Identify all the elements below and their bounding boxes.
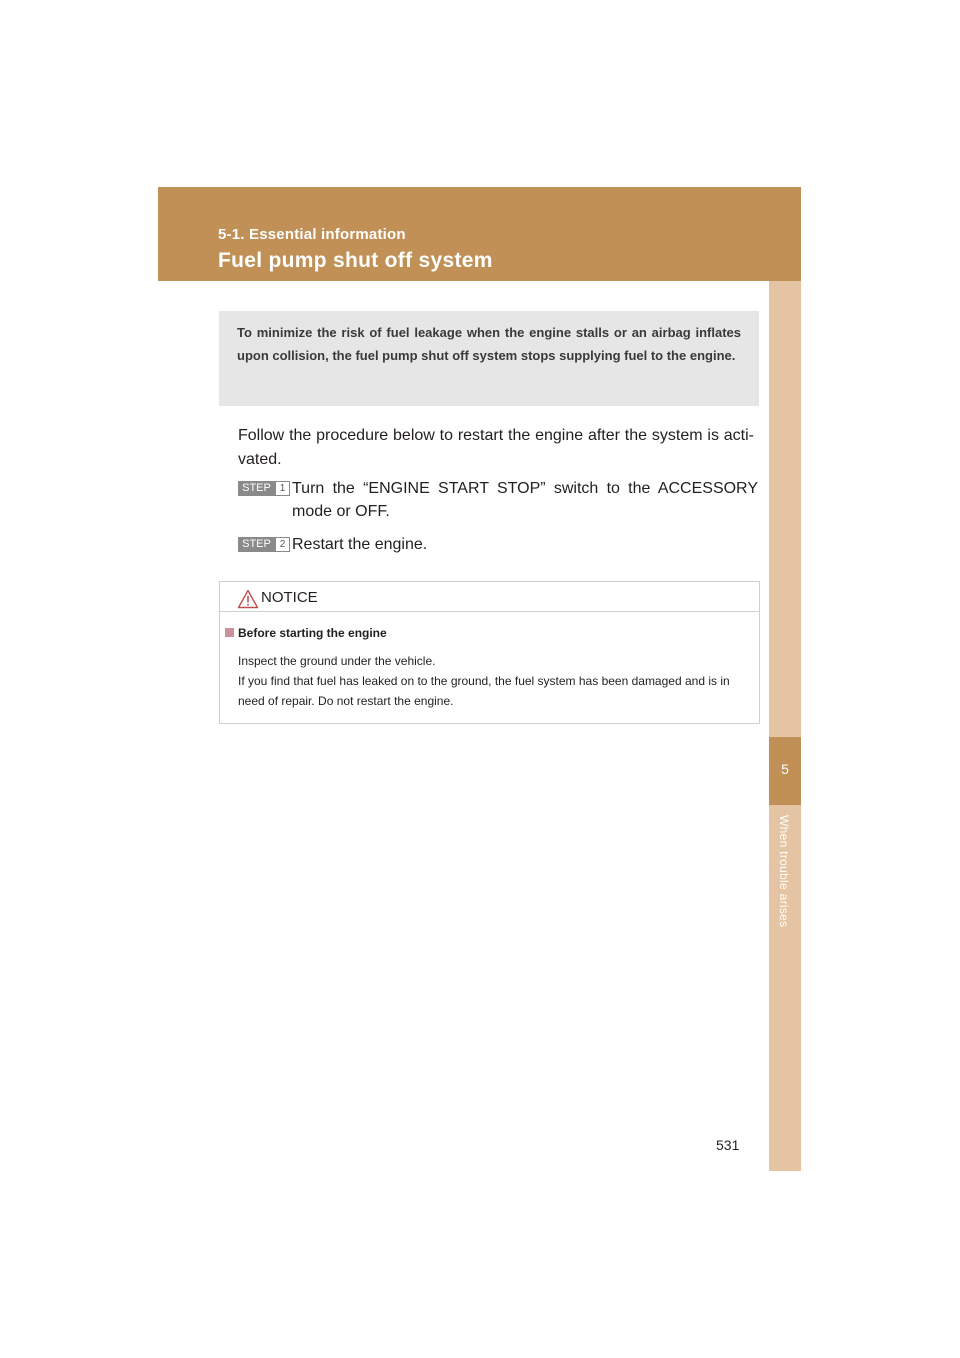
body-paragraph: Follow the procedure below to restart the engine after the system is acti-vated. [238, 427, 754, 468]
header-band [158, 187, 801, 281]
page-title: Fuel pump shut off system [218, 249, 493, 272]
notice-header [220, 582, 759, 612]
chapter-title: When trouble arises [777, 815, 791, 928]
notice-line: Inspect the ground under the vehicle. [238, 654, 436, 668]
notice-body [238, 651, 756, 711]
square-bullet-icon [225, 628, 234, 637]
step-badge [238, 537, 290, 552]
notice-line: If you find that fuel has leaked on to the ground, the fuel system has been damaged and is in need of repair. Do not restart the engine. [238, 674, 730, 708]
step-text: Restart the engine. [292, 536, 428, 553]
notice-subhead [225, 626, 387, 640]
step-1 [238, 477, 758, 523]
section-label: 5-1. Essential information [218, 226, 406, 243]
side-strip [769, 281, 801, 1171]
step-badge-number: 1 [275, 481, 290, 496]
notice-box [219, 581, 760, 724]
notice-title: NOTICE [261, 589, 318, 606]
step-badge-number: 2 [275, 537, 290, 552]
page-number: 531 [716, 1137, 740, 1153]
intro-box [219, 311, 759, 406]
warning-triangle-icon [237, 589, 259, 609]
step-badge-label: STEP [238, 481, 275, 496]
chapter-tab[interactable] [769, 737, 801, 805]
step-badge [238, 481, 290, 496]
chapter-number: 5 [781, 761, 789, 777]
step-2 [238, 533, 758, 556]
step-text: Turn the “ENGINE START STOP” switch to the ACCESSORY mode or OFF. [292, 480, 758, 520]
intro-text: To minimize the risk of fuel leakage when the engine stalls or an airbag inflates upon collision, the fuel pump shut off system stops supplying fuel to the engine. [237, 325, 741, 363]
step-badge-label: STEP [238, 537, 275, 552]
notice-subhead-text: Before starting the engine [238, 626, 387, 640]
